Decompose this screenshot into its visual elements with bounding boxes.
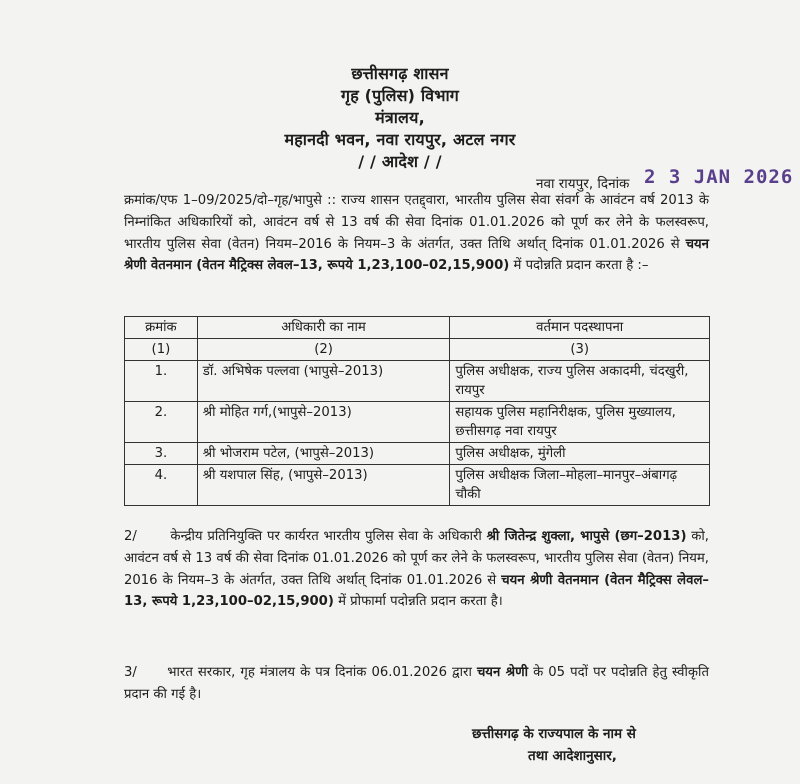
row-posting: पुलिस अधीक्षक, राज्य पुलिस अकादमी, चंदखुरी, रायपुर bbox=[450, 361, 710, 402]
header-dept: गृह (पुलिस) विभाग bbox=[340, 86, 459, 105]
officers-table bbox=[124, 316, 710, 506]
header-address: महानदी भवन, नवा रायपुर, अटल नगर bbox=[284, 130, 516, 149]
signature-line-2: तथा आदेशानुसार, bbox=[528, 748, 617, 764]
paragraph-1-tail: में पदोन्नति प्रदान करता है :– bbox=[509, 258, 649, 274]
paragraph-2-num: 2/ bbox=[124, 529, 137, 544]
table-row bbox=[125, 465, 710, 506]
row-name: श्री भोजराम पटेल, (भापुसे–2013) bbox=[197, 443, 450, 465]
col-header-posting: वर्तमान पदस्थापना bbox=[450, 317, 710, 339]
table-row bbox=[125, 443, 710, 465]
col-number-1: (1) bbox=[125, 339, 198, 361]
paragraph-3-text: भारत सरकार, गृह मंत्रालय के पत्र दिनांक 06.01.2026 द्वारा bbox=[167, 665, 477, 680]
paragraph-3 bbox=[124, 662, 709, 706]
paragraph-3-bold: चयन श्रेणी bbox=[476, 665, 529, 680]
header-order: / / आदेश / / bbox=[358, 152, 442, 171]
table-row bbox=[125, 402, 710, 443]
signature-line-1: छत्तीसगढ़ के राज्यपाल के नाम से bbox=[472, 726, 636, 742]
paragraph-3-tail: के 05 पदों पर पदोन्नति हेतु स्वीकृति प्रदान की गई है। bbox=[124, 665, 709, 702]
col-number-2: (2) bbox=[197, 339, 450, 361]
table-row bbox=[125, 361, 710, 402]
paragraph-2-text2: को, आवंटन वर्ष से 13 वर्ष की सेवा दिनांक 01.01.2026 को पूर्ण कर लेने के फलस्वरूप, भारतीय पुलिस सेवा (वेतन) नियम, 2016 के नियम–3 के अंतर्गत, उक्त तिथि अर्थात् दिनांक 01.01.2026 से bbox=[124, 529, 709, 588]
row-posting: सहायक पुलिस महानिरीक्षक, पुलिस मुख्यालय, छत्तीसगढ़ नवा रायपुर bbox=[450, 402, 710, 443]
row-posting: पुलिस अधीक्षक जिला–मोहला–मानपुर–अंबागढ़ चौकी bbox=[450, 465, 710, 506]
row-name: श्री मोहित गर्ग,(भापुसे–2013) bbox=[197, 402, 450, 443]
row-sn: 3. bbox=[125, 443, 198, 465]
header-govt: छत्तीसगढ़ शासन bbox=[351, 64, 449, 83]
row-sn: 4. bbox=[125, 465, 198, 506]
header-ministry: मंत्रालय, bbox=[375, 108, 425, 127]
table-header-row bbox=[125, 317, 710, 339]
paragraph-1-bold: चयन श्रेणी वेतनमान (वेतन मैट्रिक्स लेवल–13, रूपये 1,23,100–02,15,900) bbox=[124, 236, 709, 274]
table-numbering-row bbox=[125, 339, 710, 361]
row-name: श्री यशपाल सिंह, (भापुसे–2013) bbox=[197, 465, 450, 506]
paragraph-2-officer: श्री जितेन्द्र शुक्ला, भापुसे (छग–2013) bbox=[486, 529, 687, 544]
row-sn: 1. bbox=[125, 361, 198, 402]
col-number-3: (3) bbox=[450, 339, 710, 361]
paragraph-2-scale: चयन श्रेणी वेतनमान (वेतन मैट्रिक्स लेवल–13, रूपये 1,23,100–02,15,900) bbox=[124, 572, 709, 610]
paragraph-1 bbox=[124, 190, 709, 277]
paragraph-2-tail: में प्रोफार्मा पदोन्नति प्रदान करता है। bbox=[333, 594, 503, 610]
row-sn: 2. bbox=[125, 402, 198, 443]
paragraph-2 bbox=[124, 526, 709, 613]
date-place-label: नवा रायपुर, दिनांक bbox=[536, 176, 630, 192]
paragraph-3-num: 3/ bbox=[124, 665, 137, 680]
paragraph-1-text: क्रमांक/एफ 1–09/2025/दो–गृह/भापुसे :: राज्य शासन एतद्द्वारा, भारतीय पुलिस सेवा संवर्ग के आवंटन वर्ष 2013 के निम्नांकित अधिकारियों को, आवंटन वर्ष से 13 वर्ष की सेवा दिनांक 01.01.2026 को पूर्ण कर लेने के फलस्वरूप, भारतीय पुलिस सेवा (वेतन) नियम–2016 के नियम–3 के अंतर्गत, उक्त तिथि अर्थात् दिनांक 01.01.2026 से bbox=[124, 193, 709, 252]
paragraph-2-text: केन्द्रीय प्रतिनियुक्ति पर कार्यरत भारतीय पुलिस सेवा के अधिकारी bbox=[170, 529, 487, 544]
col-header-name: अधिकारी का नाम bbox=[197, 317, 450, 339]
col-header-sn: क्रमांक bbox=[125, 317, 198, 339]
date-stamp: 2 3 JAN 2026 bbox=[644, 166, 794, 188]
row-name: डॉ. अभिषेक पल्लवा (भापुसे–2013) bbox=[197, 361, 450, 402]
row-posting: पुलिस अधीक्षक, मुंगेली bbox=[450, 443, 710, 465]
